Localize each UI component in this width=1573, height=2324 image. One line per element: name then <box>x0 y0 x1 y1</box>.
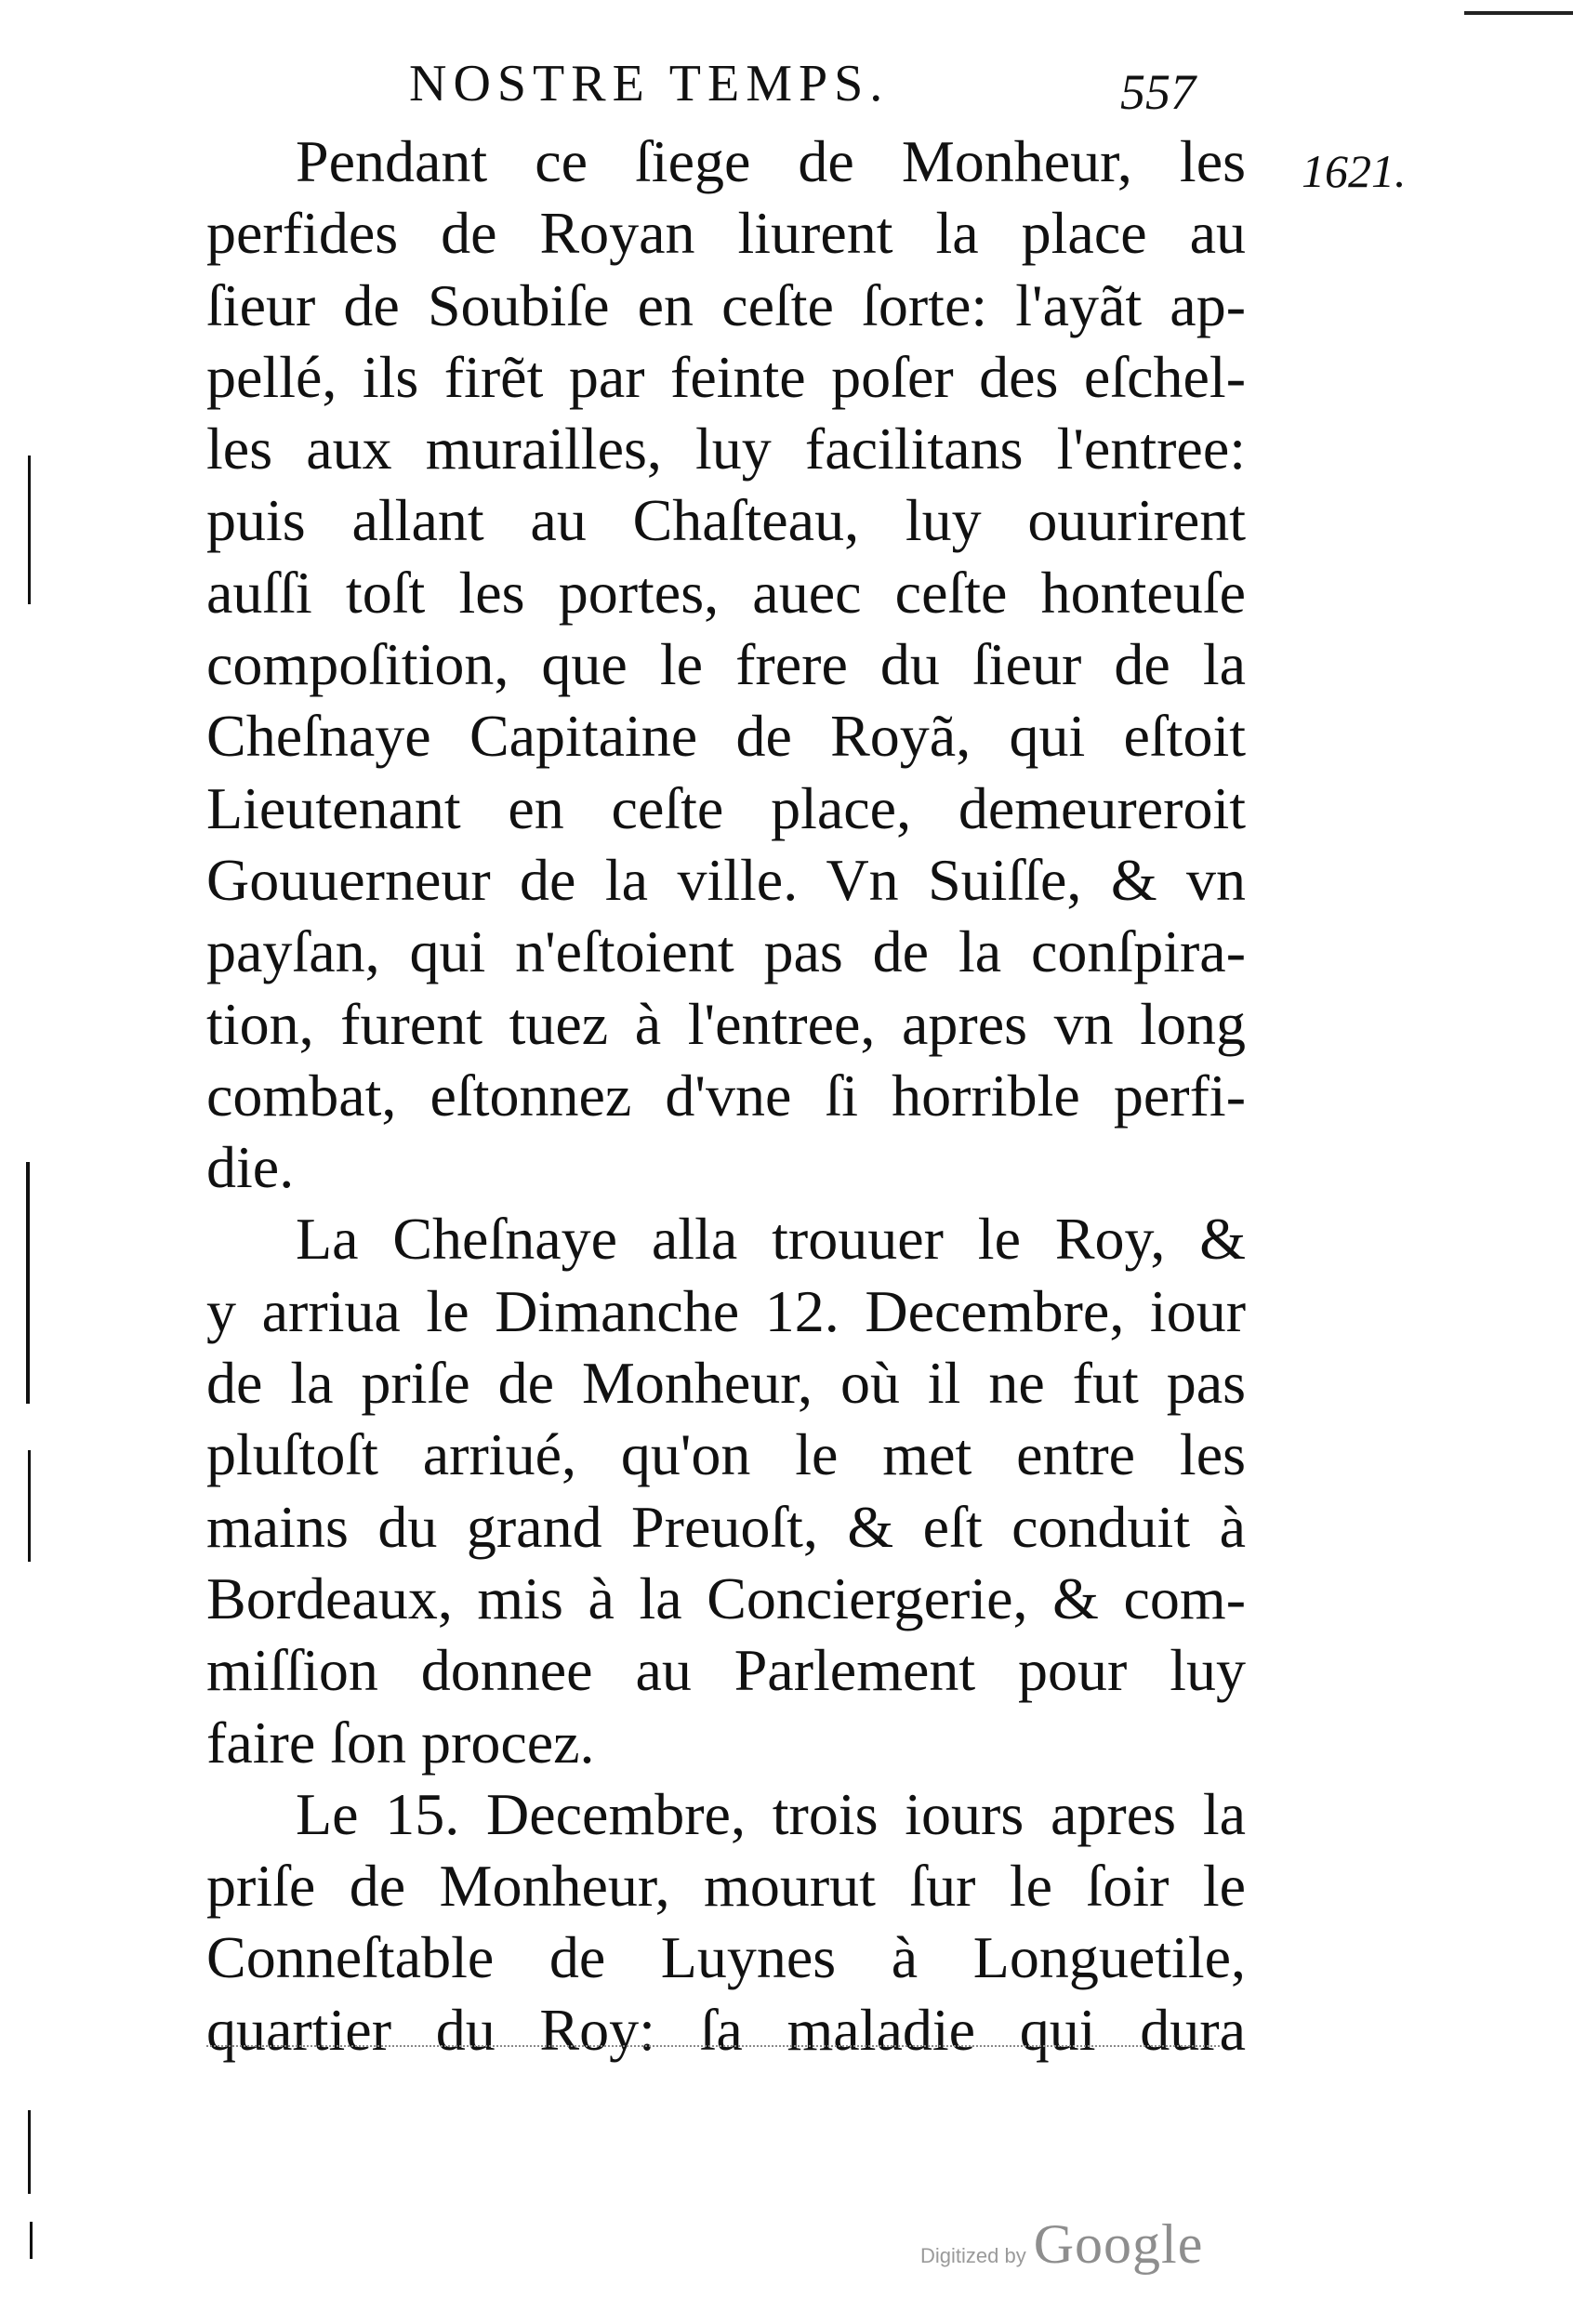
margin-year-note: 1621. <box>1302 145 1407 197</box>
text-line: miſſion donnee au Parlement pour luy <box>206 1637 1246 1704</box>
text-line: faire ſon procez. <box>206 1709 595 1776</box>
text-line: de la priſe de Monheur, où il ne fut pas <box>206 1350 1246 1417</box>
text-line: perfides de Royan liurent la place au <box>206 200 1246 267</box>
scan-artifact <box>28 456 31 604</box>
text-line: payſan, qui n'eſtoient pas de la conſpira- <box>206 918 1246 985</box>
text-line: Cheſnaye Capitaine de Royã, qui eſtoit <box>206 703 1246 770</box>
body-text <box>206 125 1246 2066</box>
text-line: pellé, ils firẽt par feinte poſer des eſchel- <box>206 343 1246 410</box>
text-line: Conneſtable de Luynes à Longuetile, <box>206 1924 1246 1991</box>
digitized-by-label: Digitized by <box>920 2244 1026 2267</box>
text-line: combat, eſtonnez d'vne ſi horrible perfi- <box>206 1062 1246 1129</box>
text-line: Lieutenant en ceſte place, demeureroit <box>206 774 1246 841</box>
bottom-bleed-marks <box>206 2045 1220 2049</box>
text-line: les aux murailles, luy facilitans l'entree: <box>206 416 1246 482</box>
text-line: priſe de Monheur, mourut ſur le ſoir le <box>206 1853 1246 1920</box>
text-line: puis allant au Chaſteau, luy ouurirent <box>206 487 1246 554</box>
google-logo: Google <box>1033 2213 1204 2275</box>
text-line: quartier du Roy: ſa maladie qui dura <box>206 1996 1246 2063</box>
text-line: Pendant ce ſiege de Monheur, les <box>296 128 1246 194</box>
text-line: tion, furent tuez à l'entree, apres vn long <box>206 990 1246 1057</box>
google-watermark <box>920 2212 1203 2277</box>
text-line: mains du grand Preuoſt, & eſt conduit à <box>206 1493 1246 1560</box>
text-line: auſſi toſt les portes, auec ceſte honteuſe <box>206 559 1246 626</box>
text-line: Le 15. Decembre, trois iours apres la <box>296 1780 1246 1847</box>
text-line: La Cheſnaye alla trouuer le Roy, & <box>296 1206 1246 1273</box>
text-line: Bordeaux, mis à la Conciergerie, & com- <box>206 1565 1246 1631</box>
text-line: y arriua le Dimanche 12. Decembre, iour <box>206 1277 1246 1344</box>
text-line: ſieur de Soubiſe en ceſte ſorte: l'ayãt ap- <box>206 271 1246 338</box>
running-title: NOSTRE TEMPS. <box>409 55 890 112</box>
scan-artifact <box>26 1162 30 1404</box>
page-edge-rule <box>1464 11 1573 15</box>
text-line: Gouuerneur de la ville. Vn Suiſſe, & vn <box>206 846 1246 913</box>
text-line: pluſtoſt arriué, qu'on le met entre les <box>206 1421 1246 1488</box>
text-line: compoſition, que le frere du ſieur de la <box>206 631 1246 698</box>
scan-artifact <box>28 1450 31 1562</box>
scan-artifact <box>30 2222 33 2259</box>
text-line: die. <box>206 1134 295 1201</box>
scan-artifact <box>28 2110 31 2194</box>
page-number: 557 <box>1120 64 1196 120</box>
